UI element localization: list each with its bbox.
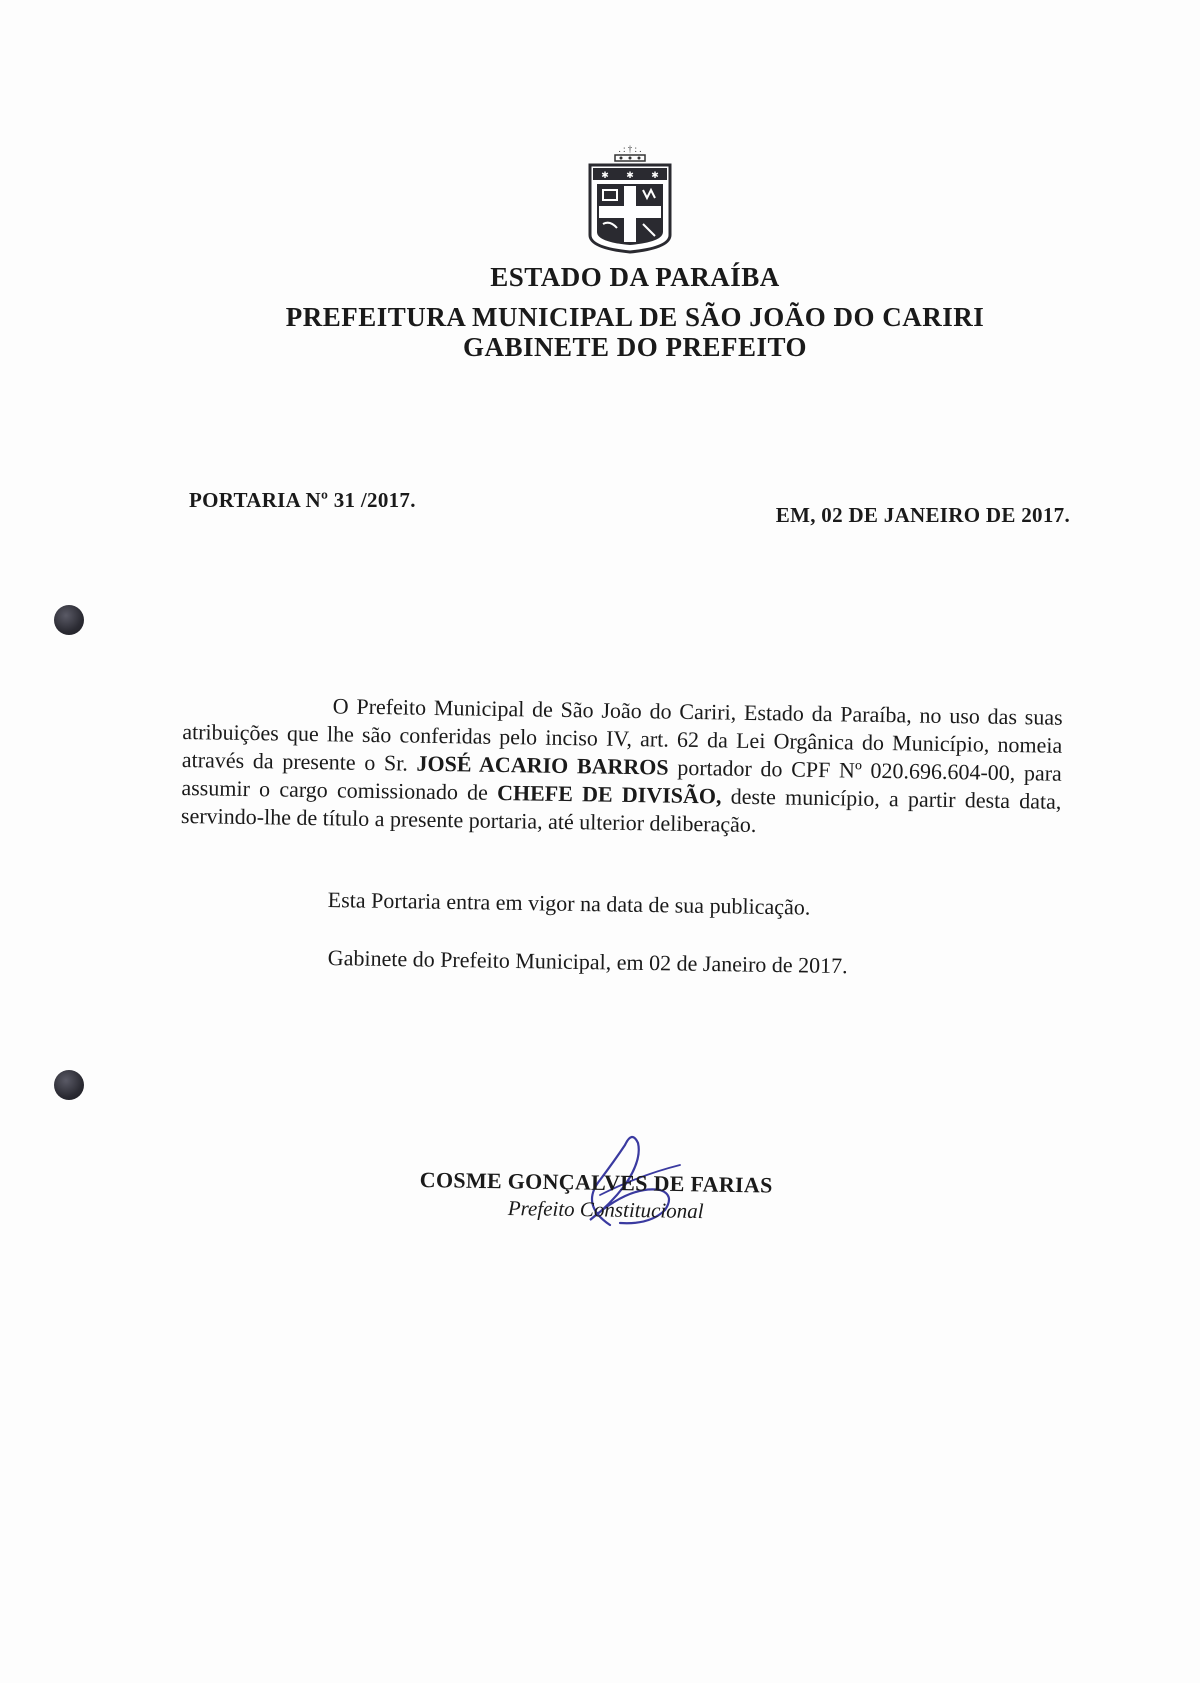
appointee-role: CHEFE DE DIVISÃO, <box>496 779 722 809</box>
municipal-crest-icon <box>585 140 675 260</box>
body-text-part2: portador do CPF Nº 020.696.604-00, para assumir o cargo comissionado de <box>181 754 1062 805</box>
svg-text:✱: ✱ <box>651 170 659 180</box>
punch-hole <box>54 1070 84 1100</box>
appointee-name: JOSÉ ACARIO BARROS <box>416 750 669 780</box>
header-office: GABINETE DO PREFEITO <box>462 332 808 362</box>
vigor-clause: Esta Portaria entra em vigor na data de sua publicação. <box>327 887 811 920</box>
portaria-number: PORTARIA Nº 31 /2017. <box>189 488 416 512</box>
svg-text:✱: ✱ <box>626 170 634 180</box>
body-paragraph <box>181 690 1063 844</box>
body-text-part1: O Prefeito Municipal de São João do Cariri, Estado da Paraíba, no uso das suas atribuições que lhe são conferidas pelo inciso IV, art. 62 da Lei Orgânica do Município, nomeia através da presente o Sr. <box>181 693 1063 776</box>
body-text-part3: deste município, a partir desta data, servindo-lhe de título a presente portaria, até ulterior deliberação. <box>180 783 1062 838</box>
signatory-title: Prefeito Constitucional <box>507 1196 704 1224</box>
body-paragraph-text <box>181 690 1063 844</box>
svg-text:✱: ✱ <box>601 170 609 180</box>
portaria-date: EM, 02 DE JANEIRO DE 2017. <box>775 503 1070 527</box>
closing-line: Gabinete do Prefeito Municipal, em 02 de Janeiro de 2017. <box>327 945 848 979</box>
punch-hole <box>54 605 84 635</box>
svg-text:. : † : .: . : † : . <box>618 144 642 154</box>
header-state: ESTADO DA PARAÍBA <box>490 262 780 292</box>
signatory-name: COSME GONÇALVES DE FARIAS <box>419 1167 773 1198</box>
header-prefecture: PREFEITURA MUNICIPAL DE SÃO JOÃO DO CARIRI <box>285 302 985 332</box>
